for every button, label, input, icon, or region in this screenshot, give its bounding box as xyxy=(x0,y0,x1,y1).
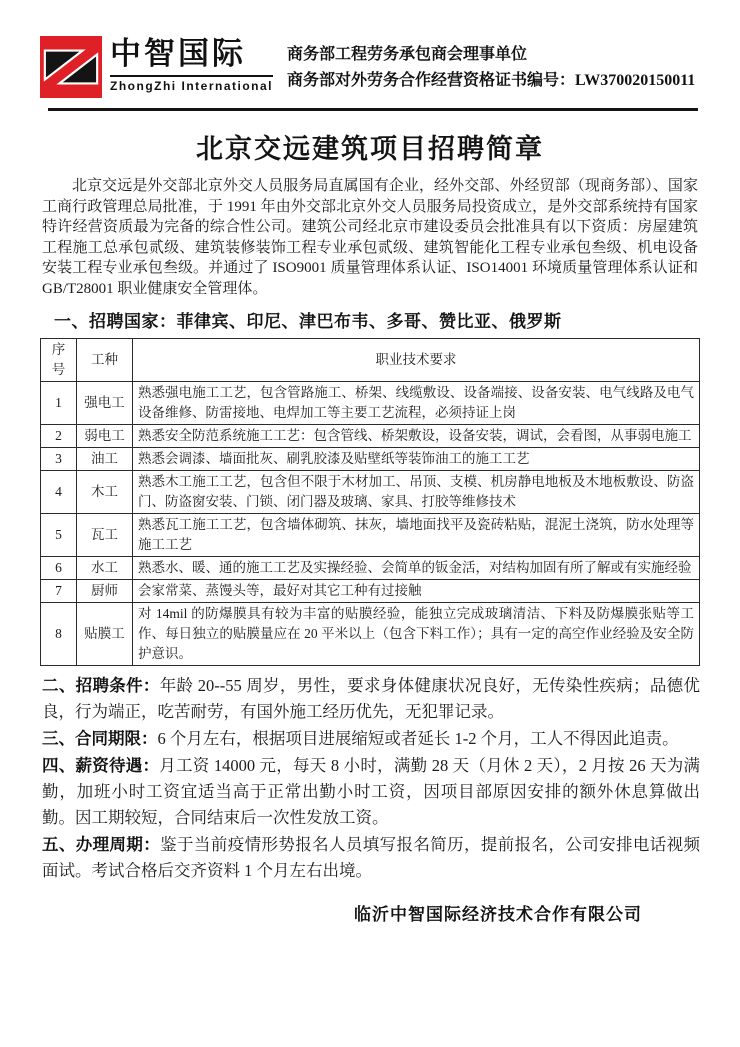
section1-label: 一、招聘国家： xyxy=(54,312,177,331)
logo-name-en: ZhongZhi International xyxy=(110,79,273,93)
cell-no: 8 xyxy=(41,603,77,666)
cell-job: 水工 xyxy=(77,557,133,580)
cell-job: 强电工 xyxy=(77,382,133,425)
cell-job: 厨师 xyxy=(77,580,133,603)
section4-label: 四、薪资待遇： xyxy=(42,756,160,775)
z-logo-icon xyxy=(40,36,102,98)
numbered-sections xyxy=(40,673,700,884)
signature: 临沂中智国际经济技术合作有限公司 xyxy=(354,905,642,924)
table-row xyxy=(41,514,700,557)
credential-line-2: 商务部对外劳务合作经营资格证书编号：LW370020150011 xyxy=(286,72,696,89)
page-title: 北京交远建筑项目招聘简章 xyxy=(196,134,544,164)
table-row xyxy=(41,557,700,580)
section-paragraph-conditions xyxy=(42,673,700,725)
section-paragraph-salary xyxy=(42,753,700,831)
section3-label: 三、合同期限： xyxy=(42,729,158,748)
table-row xyxy=(41,448,700,471)
cell-no: 2 xyxy=(41,425,77,448)
cell-req: 熟悉会调漆、墙面批灰、刷乳胶漆及贴壁纸等装饰油工的施工工艺 xyxy=(133,448,700,471)
cell-req: 熟悉水、暖、通的施工工艺及实操经验、会简单的钣金活，对结构加固有所了解或有实施经验 xyxy=(133,557,700,580)
table-row xyxy=(41,603,700,666)
section5-content: 鉴于当前疫情形势报名人员填写报名简历，提前报名，公司安排电话视频面试。考试合格后交齐资料 1 个月左右出境。 xyxy=(42,835,701,880)
intro-paragraph: 北京交远是外交部北京外交人员服务局直属国有企业，经外交部、外经贸部（现商务部）、国家工商行政管理总局批准，于 1991 年由外交部北京外交人员服务局投资成立，是外交部系统持有国家特许经营资质最为完备的综合性公司。建筑公司经北京市建设委员会批准具有以下资质：房屋建筑工程施工总承包贰级、建筑装修装饰工程专业承包贰级、建筑智能化工程专业承包叁级、机电设备安装工程专业承包叁级。并通过了 ISO9001 质量管理体系认证、ISO14001 环境质量管理体系认证和 GB/T28001 职业健康安全管理体。 xyxy=(42,178,698,297)
cell-job: 瓦工 xyxy=(77,514,133,557)
cell-req: 熟悉瓦工施工工艺，包含墙体砌筑、抹灰，墙地面找平及瓷砖粘贴，混泥土浇筑，防水处理等施工工艺 xyxy=(133,514,700,557)
section-paragraph-processing xyxy=(42,832,700,884)
cell-req: 熟悉安全防范系统施工工艺：包含管线、桥架敷设，设备安装，调试，会看图，从事弱电施工 xyxy=(133,425,700,448)
logo-divider xyxy=(110,75,273,77)
header xyxy=(40,36,700,98)
section3-content: 6 个月左右，根据项目进展缩短或者延长 1-2 个月，工人不得因此追责。 xyxy=(157,729,679,748)
col-header-job: 工种 xyxy=(77,339,133,382)
section1-content: 菲律宾、印尼、津巴布韦、多哥、赞比亚、俄罗斯 xyxy=(176,312,562,331)
credential-line-1: 商务部工程劳务承包商会理事单位 xyxy=(286,46,527,63)
company-logo xyxy=(40,36,273,98)
cell-job: 贴膜工 xyxy=(77,603,133,666)
table-row xyxy=(41,471,700,514)
cell-no: 5 xyxy=(41,514,77,557)
header-credentials xyxy=(287,36,695,94)
section4-content: 月工资 14000 元，每天 8 小时，满勤 28 天（月休 2 天），2 月按 26 天为满勤，加班小时工资宜适当高于正常出勤小时工资，因项目部原因安排的额外休息算做出勤。因工期较短，合同结束后一次性发放工资。 xyxy=(42,756,701,827)
cell-no: 4 xyxy=(41,471,77,514)
cell-job: 弱电工 xyxy=(77,425,133,448)
table-header-row xyxy=(41,339,700,382)
cell-req: 会家常菜、蒸馒头等，最好对其它工种有过接触 xyxy=(133,580,700,603)
cell-req: 熟悉强电施工工艺，包含管路施工、桥架、线缆敷设、设备端接、设备安装、电气线路及电气设备维修、防雷接地、电焊加工等主要工艺流程，必须持证上岗 xyxy=(133,382,700,425)
col-header-no: 序号 xyxy=(41,339,77,382)
cell-job: 木工 xyxy=(77,471,133,514)
table-row xyxy=(41,580,700,603)
section2-content: 年龄 20--55 周岁，男性，要求身体健康状况良好，无传染性疾病；品德优良，行为端正，吃苦耐劳，有国外施工经历优先，无犯罪记录。 xyxy=(42,676,701,721)
table-row xyxy=(41,382,700,425)
cell-no: 3 xyxy=(41,448,77,471)
logo-name-zh: 中智国际 xyxy=(110,36,246,71)
logo-text xyxy=(110,36,273,93)
cell-no: 6 xyxy=(41,557,77,580)
section2-label: 二、招聘条件： xyxy=(42,676,160,695)
cell-req: 熟悉木工施工工艺，包含但不限于木材加工、吊顶、支模、机房静电地板及木地板敷设、防盗门、防盗窗安装、门锁、闭门器及玻璃、家具、打胶等维修技术 xyxy=(133,471,700,514)
jobs-table xyxy=(40,338,700,666)
cell-job: 油工 xyxy=(77,448,133,471)
cell-no: 7 xyxy=(41,580,77,603)
cell-req: 对 14mil 的防爆膜具有较为丰富的贴膜经验，能独立完成玻璃清洁、下料及防爆膜张贴等工作、每日独立的贴膜量应在 20 平米以上（包含下料工作）；具有一定的高空作业经验及安全防护意识。 xyxy=(133,603,700,666)
header-rule xyxy=(48,108,698,111)
section5-label: 五、办理周期： xyxy=(42,835,161,854)
col-header-req: 职业技术要求 xyxy=(133,339,700,382)
section-heading-countries xyxy=(54,307,700,332)
cell-no: 1 xyxy=(41,382,77,425)
table-row xyxy=(41,425,700,448)
section-paragraph-contract xyxy=(42,726,700,752)
